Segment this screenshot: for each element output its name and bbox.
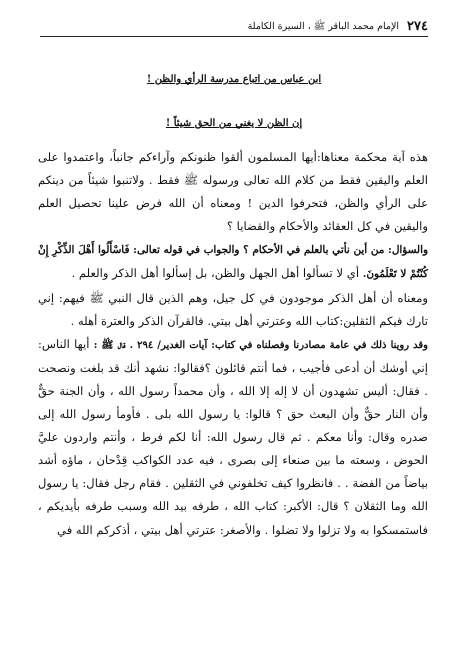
paragraph-2-text: أي لا تسألوا أهل الجهل والظن، بل إسألوا أهل الذكر والعلم . <box>71 266 363 281</box>
running-header <box>40 14 428 37</box>
page-number: ٢٧٤ <box>407 19 428 34</box>
body-text <box>38 146 428 542</box>
paragraph-1: هذه آية محكمة معناها:أيها المسلمون ألقوا ظنونكم وآراءكم جانباً، واعتمدوا على العلم واليقين فقط من كلام الله تعالى ورسوله ﷺ فقط . ولاتنبوا شيئاً من دينكم على الرأي والظن، فتحرفوا الدين ! ومعناه أن الله فرض علينا تحصيل العلم واليقين في كل العقائد والأحكام والقضايا ؟ <box>38 150 428 234</box>
paragraph-2 <box>38 238 428 286</box>
paragraph-4 <box>38 333 428 542</box>
hadith-text: أيها الناس: إني أوشك أن أدعى فأجيب ، فما أنتم قائلون ؟فقالوا: نشهد أنك قد بلغت ونصحت . فقال: أليس تشهدون أن لا إله إلا الله ، وأن محمداً رسول الله ، وأن الجنة حقٌّ وأن النار حقٌّ وأن البعث حق ؟ قالوا: يا رسول الله بلى . فأومأ رسول الله إلى صدره وقال: وأنا معكم . ثم قال رسول الله: أنا لكم فرط ، وأنتم واردون عليَّ الحوض ، وسعته ما بين صنعاء إلى بصرى ، فيه عدد الكواكب قِدْحان ، ماؤه أشد بياضاً من الفضة . . فانظروا كيف تخلفوني في الثقلين . فقام رجل فقال: يا رسول الله وما الثقلان ؟ قال: الأكبر: كتاب الله ، طرفه بيد الله وسبب طرفه بأيديكم ، فاستمسكوا به ولا تزلوا ولا تضلوا . والأصغر: عترتي أهل بيتي ، أذكركم الله في <box>38 336 428 537</box>
subsection-title: إن الظن لا يغني من الحق شيئاً ! <box>165 118 303 129</box>
question-lead: والسؤال: من أين نأتي بالعلم في الأحكام ؟ والجواب في قوله تعالى: فَاسْأَلُوا أَهْلَ الذِّكْرِ إِنْ كُنْتُمْ لا تَعْلَمُونَ. <box>38 244 428 281</box>
paragraph-3: ومعناه أن أهل الذكر موجودون في كل جيل، وهم الذين قال النبي ﷺ فيهم: إني تارك فيكم الثقلين:كتاب الله وعترتي أهل بيتي. فالقرآن الذكر والعترة أهله . <box>38 290 428 328</box>
running-title: الإمام محمد الباقر ﷺ ، السيرة الكاملة <box>247 21 400 32</box>
section-title: ابن عباس من اتباع مدرسة الرأي والظن ! <box>146 74 322 85</box>
source-reference: وقد روينا ذلك في عامة مصادرنا وفصلناه في كتاب: آيات الغدير/ ٢٩٤ . قال ﷺ : <box>93 339 428 351</box>
